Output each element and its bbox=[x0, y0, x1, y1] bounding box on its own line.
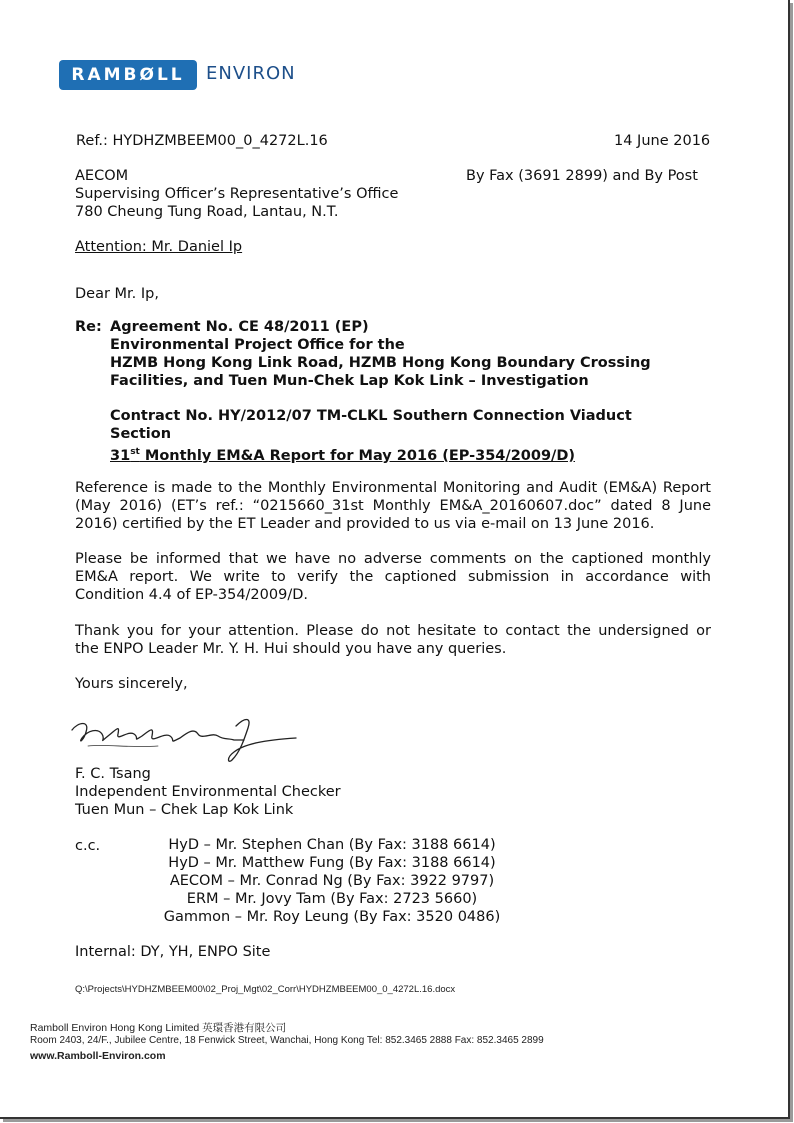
cc-recipient: ERM – Mr. Jovy Tam (By Fax: 2723 5660) bbox=[186, 891, 478, 907]
re-line-1: Agreement No. CE 48/2011 (EP) bbox=[110, 319, 369, 335]
paragraph-3-line-2: the ENPO Leader Mr. Y. H. Hui should you have any queries. bbox=[75, 641, 507, 657]
cc-label: c.c. bbox=[75, 838, 101, 854]
ramboll-logo: RAMBØLL bbox=[59, 60, 197, 90]
address-line-3: 780 Cheung Tung Road, Lantau, N.T. bbox=[75, 204, 339, 220]
file-path: Q:\Projects\HYDHZMBEEM00\02_Proj_Mgt\02_Corr\HYDHZMBEEM00_0_4272L.16.docx bbox=[75, 984, 456, 995]
cc-recipient: HyD – Mr. Stephen Chan (By Fax: 3188 6614) bbox=[168, 837, 496, 853]
signer-name: F. C. Tsang bbox=[75, 766, 151, 782]
signer-title: Independent Environmental Checker bbox=[75, 784, 341, 800]
re-line-3: HZMB Hong Kong Link Road, HZMB Hong Kong Boundary Crossing bbox=[110, 355, 651, 371]
letter-date: 14 June 2016 bbox=[614, 133, 711, 149]
salutation: Dear Mr. Ip, bbox=[75, 286, 159, 302]
closing: Yours sincerely, bbox=[75, 676, 188, 692]
cc-recipient: AECOM – Mr. Conrad Ng (By Fax: 3922 9797) bbox=[169, 873, 495, 889]
paragraph-1-line-3: 2016) certified by the ET Leader and provided to us via e-mail on 13 June 2016. bbox=[75, 516, 655, 532]
paragraph-2-line-3: Condition 4.4 of EP-354/2009/D. bbox=[75, 587, 308, 603]
footer-company: Ramboll Environ Hong Kong Limited 英環香港有限公司 bbox=[30, 1022, 287, 1034]
re-line-5: Contract No. HY/2012/07 TM-CLKL Southern Connection Viaduct bbox=[110, 408, 632, 424]
re-line-7: 31st Monthly EM&A Report for May 2016 (EP-354/2009/D) bbox=[110, 447, 576, 464]
reference-number: Ref.: HYDHZMBEEM00_0_4272L.16 bbox=[76, 133, 328, 149]
cc-recipient: HyD – Mr. Matthew Fung (By Fax: 3188 6614) bbox=[168, 855, 496, 871]
re-line-4: Facilities, and Tuen Mun-Chek Lap Kok Link – Investigation bbox=[110, 373, 589, 389]
address-line-2: Supervising Officer’s Representative’s Office bbox=[75, 186, 399, 202]
re-line-2: Environmental Project Office for the bbox=[110, 337, 405, 353]
paragraph-1-line-1: Reference is made to the Monthly Environmental Monitoring and Audit (EM&A) Report bbox=[75, 480, 711, 496]
paragraph-1-line-2: (May 2016) (ET’s ref.: “0215660_31st Monthly EM&A_20160607.doc” dated 8 June bbox=[75, 498, 711, 514]
attention-line: Attention: Mr. Daniel Ip bbox=[75, 239, 243, 255]
paragraph-2-line-1: Please be informed that we have no adverse comments on the captioned monthly bbox=[75, 551, 711, 567]
footer-website: www.Ramboll-Environ.com bbox=[30, 1050, 166, 1062]
internal-distribution: Internal: DY, YH, ENPO Site bbox=[75, 944, 271, 960]
re-label: Re: bbox=[75, 319, 102, 335]
handwritten-signature bbox=[68, 710, 300, 764]
cc-recipient: Gammon – Mr. Roy Leung (By Fax: 3520 0486) bbox=[163, 909, 501, 925]
delivery-method: By Fax (3691 2899) and By Post bbox=[466, 168, 698, 184]
address-line-1: AECOM bbox=[75, 168, 129, 184]
environ-logo-text: ENVIRON bbox=[206, 63, 296, 84]
signer-project: Tuen Mun – Chek Lap Kok Link bbox=[75, 802, 294, 818]
paragraph-2-line-2: EM&A report. We write to verify the captioned submission in accordance with bbox=[75, 569, 711, 585]
re-line-6: Section bbox=[110, 426, 172, 442]
footer-address: Room 2403, 24/F., Jubilee Centre, 18 Fenwick Street, Wanchai, Hong Kong Tel: 852.3465 2888 Fax: 852.3465 2899 bbox=[30, 1035, 544, 1046]
paragraph-3-line-1: Thank you for your attention. Please do not hesitate to contact the undersigned or bbox=[75, 623, 711, 639]
